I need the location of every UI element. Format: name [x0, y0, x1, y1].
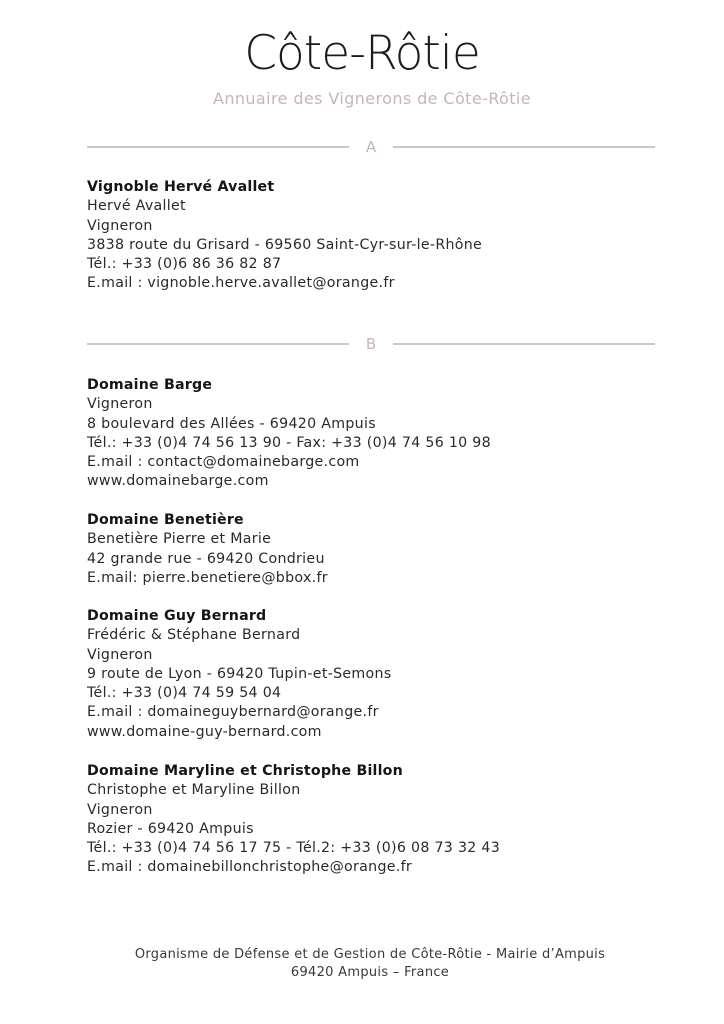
- footer-address: 69420 Ampuis – France: [290, 964, 450, 980]
- entry-name: Domaine Guy Bernard: [87, 608, 267, 624]
- entry-contact-person: Benetière Pierre et Marie: [87, 531, 272, 548]
- entry-role: Vigneron: [87, 217, 153, 234]
- section-letter: A: [365, 138, 377, 156]
- directory-entry: [87, 762, 687, 878]
- section-header-a: [87, 137, 655, 157]
- entry-contact-person: Frédéric & Stéphane Bernard: [87, 627, 301, 644]
- directory-entry: [87, 511, 687, 588]
- footer-organisation: Organisme de Défense et de Gestion de Côte-Rôtie - Mairie d’Ampuis: [134, 947, 606, 962]
- document-title: Côte-Rôtie: [244, 26, 480, 81]
- entry-email: E.mail : vignoble.herve.avallet@orange.fr: [87, 275, 395, 292]
- entry-role: Vigneron: [87, 801, 153, 818]
- document-footer: [0, 946, 724, 981]
- entry-role: Vigneron: [87, 646, 153, 663]
- entry-role: Vigneron: [87, 396, 153, 413]
- directory-entry: [87, 607, 687, 742]
- entry-email: E.mail : domaineguybernard@orange.fr: [87, 704, 379, 721]
- section-header-b: [87, 334, 655, 354]
- entry-name: Vignoble Hervé Avallet: [87, 179, 275, 195]
- entry-address: 42 grande rue - 69420 Condrieu: [87, 550, 325, 567]
- entry-phone-fax: Tél.: +33 (0)4 74 56 13 90 - Fax: +33 (0)4 74 56 10 98: [87, 434, 491, 451]
- section-divider-right: [393, 146, 655, 148]
- section-divider-right: [393, 343, 655, 345]
- entry-phone: Tél.: +33 (0)4 74 56 17 75 - Tél.2: +33 (0)6 08 73 32 43: [87, 840, 501, 857]
- entry-email: E.mail : contact@domainebarge.com: [87, 454, 360, 471]
- entry-website: www.domaine-guy-bernard.com: [87, 723, 322, 740]
- document-subtitle: Annuaire des Vignerons de Côte-Rôtie: [212, 89, 532, 108]
- entry-contact-person: Christophe et Maryline Billon: [87, 782, 301, 799]
- entry-name: Domaine Maryline et Christophe Billon: [87, 763, 403, 779]
- entry-website: www.domainebarge.com: [87, 473, 269, 490]
- entry-address: 3838 route du Grisard - 69560 Saint-Cyr-sur-le-Rhône: [87, 236, 483, 253]
- entry-name: Domaine Benetière: [87, 512, 244, 528]
- entry-email: E.mail : domainebillonchristophe@orange.fr: [87, 859, 413, 876]
- directory-entry: [87, 376, 687, 492]
- directory-entry: [87, 178, 687, 294]
- section-letter: B: [365, 335, 377, 353]
- entry-phone: Tél.: +33 (0)4 74 59 54 04: [87, 685, 282, 702]
- entry-phone: Tél.: +33 (0)6 86 36 82 87: [87, 256, 282, 273]
- entry-address: Rozier - 69420 Ampuis: [87, 820, 254, 837]
- section-divider-left: [87, 343, 349, 345]
- entry-contact-person: Hervé Avallet: [87, 198, 186, 215]
- entry-address: 9 route de Lyon - 69420 Tupin-et-Semons: [87, 665, 392, 682]
- section-divider-left: [87, 146, 349, 148]
- entry-address: 8 boulevard des Allées - 69420 Ampuis: [87, 415, 376, 432]
- entry-name: Domaine Barge: [87, 377, 213, 393]
- entry-email: E.mail: pierre.benetiere@bbox.fr: [87, 569, 328, 586]
